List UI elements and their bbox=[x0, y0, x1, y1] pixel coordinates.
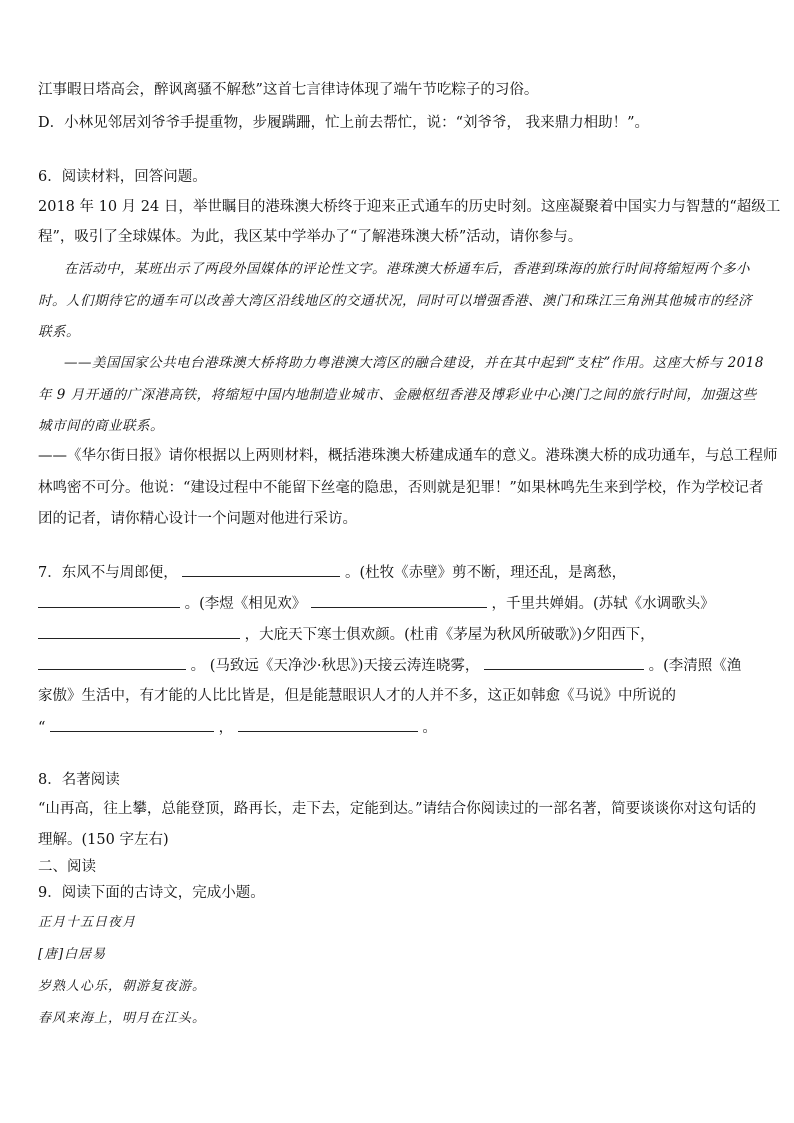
question-8-title: 8．名著阅读 bbox=[38, 772, 120, 788]
fill-blank[interactable] bbox=[50, 717, 214, 732]
option-d: D．小林见邻居刘爷爷手提重物，步履蹒跚，忙上前去帮忙，说：“刘爷爷， 我来鼎力相助！”。 bbox=[38, 115, 650, 131]
text-segment: ，千里共婵娟。(苏轼《水调歌头》 bbox=[491, 596, 715, 612]
text-segment: 7．东风不与周郎便， bbox=[38, 565, 178, 581]
text-segment: ， bbox=[218, 720, 234, 736]
text-line: ——《华尔街日报》请你根据以上两则材料，概括港珠澳大桥建成通车的意义。港珠澳大桥的成功通车，与总工程师 bbox=[38, 448, 778, 464]
poem-title: 正月十五日夜月 bbox=[38, 915, 137, 930]
text-segment: 。 (马致远《天净沙·秋思》)天接云涛连晓雾， bbox=[190, 658, 480, 674]
fill-blank[interactable] bbox=[38, 624, 240, 639]
text-line: 林鸣密不可分。他说：“建设过程中不能留下丝毫的隐患，否则就是犯罪！”如果林鸣先生来到学校，作为学校记者 bbox=[38, 480, 764, 496]
fill-blank[interactable] bbox=[182, 562, 340, 577]
text-line: 团的记者，请你精心设计一个问题对他进行采访。 bbox=[38, 511, 357, 527]
poem-line: 春风来海上，明月在江头。 bbox=[38, 1011, 207, 1026]
fill-blank[interactable] bbox=[38, 655, 186, 670]
text-line: 联系。 bbox=[38, 324, 80, 340]
text-line: 年 9 月开通的广深港高铁，将缩短中国内地制造业城市、金融枢纽香港及博彩业中心澳门之间的旅行时间，加强这些 bbox=[38, 387, 757, 403]
text-segment: 。(杜牧《赤壁》剪不断，理还乱，是离愁， bbox=[344, 565, 627, 581]
poem-line: 岁熟人心乐，朝游复夜游。 bbox=[38, 979, 207, 994]
question-7-line bbox=[38, 624, 756, 645]
text-line: “山再高，往上攀，总能登顶，路再长，走下去，定能到达。”请结合你阅读过的一部名著，简要谈谈你对这句话的 bbox=[38, 801, 757, 817]
question-9-title: 9．阅读下面的古诗文，完成小题。 bbox=[38, 885, 265, 901]
fill-blank[interactable] bbox=[238, 717, 418, 732]
text-line: 2018 年 10 月 24 日，举世瞩目的港珠澳大桥终于迎来正式通车的历史时刻。这座凝聚着中国实力与智慧的“超级工 bbox=[38, 199, 781, 215]
question-7-line bbox=[38, 717, 756, 738]
text-segment: 。(李煜《相见欢》 bbox=[184, 596, 307, 612]
text-line: 理解。(150 字左右) bbox=[38, 832, 169, 848]
text-line: 程”，吸引了全球媒体。为此，我区某中学举办了“了解港珠澳大桥”活动，请你参与。 bbox=[38, 229, 583, 245]
text-segment: 。 bbox=[422, 720, 437, 736]
section-heading: 二、阅读 bbox=[38, 859, 96, 875]
question-6-title: 6．阅读材料，回答问题。 bbox=[38, 169, 207, 185]
fill-blank[interactable] bbox=[38, 593, 180, 608]
text-segment: “ bbox=[38, 720, 46, 736]
question-7-line bbox=[38, 593, 756, 614]
text-line: 在活动中，某班出示了两段外国媒体的评论性文字。港珠澳大桥通车后，香港到珠海的旅行时间将缩短两个多小 bbox=[64, 261, 750, 277]
text-line: ——美国国家公共电台港珠澳大桥将助力粤港澳大湾区的融合建设，并在其中起到“支柱”作用。这座大桥与 2018 bbox=[64, 355, 764, 371]
text-line: 江事暇日塔高会，醉讽离骚不解愁”这首七言律诗体现了端午节吃粽子的习俗。 bbox=[38, 82, 539, 98]
question-7-line bbox=[38, 655, 756, 676]
text-line: 时。人们期待它的通车可以改善大湾区沿线地区的交通状况，同时可以增强香港、澳门和珠江三角洲其他城市的经济 bbox=[38, 293, 752, 309]
fill-blank[interactable] bbox=[311, 593, 487, 608]
question-7-line: 家傲》生活中，有才能的人比比皆是，但是能慧眼识人才的人并不多，这正如韩愈《马说》中所说的 bbox=[38, 688, 676, 704]
question-7-line bbox=[38, 562, 756, 583]
text-segment: 。(李清照《渔 bbox=[648, 658, 742, 674]
poem-author: [唐]白居易 bbox=[38, 947, 107, 962]
text-segment: ，大庇天下寒士俱欢颜。(杜甫《茅屋为秋风所破歌》)夕阳西下， bbox=[244, 627, 655, 643]
fill-blank[interactable] bbox=[484, 655, 644, 670]
text-line: 城市间的商业联系。 bbox=[38, 418, 164, 434]
